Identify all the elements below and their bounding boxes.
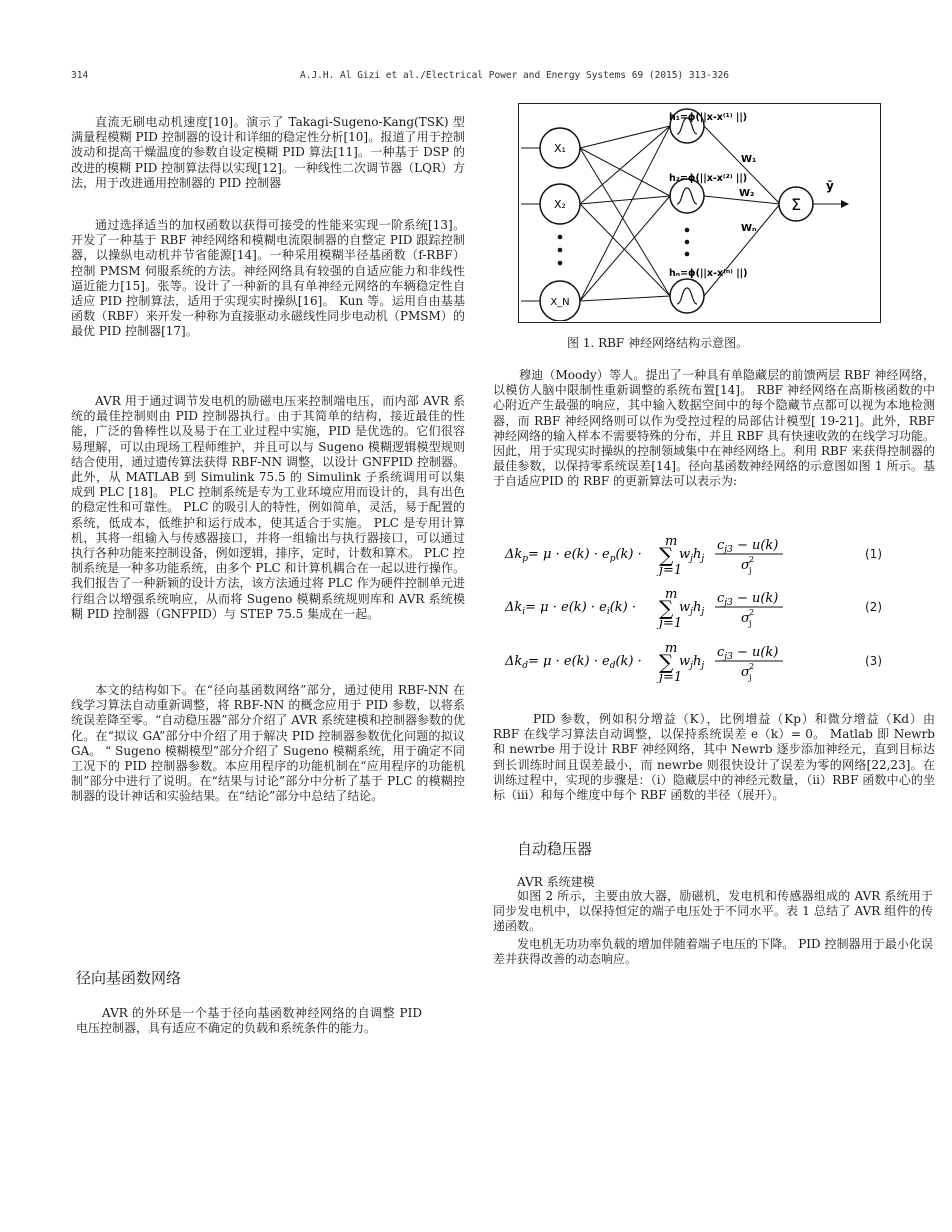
section-title-rbf: 径向基函数网络 — [76, 969, 182, 987]
input-ellipsis-dots — [558, 235, 563, 266]
equation-1-svg — [505, 534, 885, 576]
svg-text:σ: σ — [741, 611, 750, 626]
equation-3 — [505, 641, 885, 683]
svg-text:wjhj: $w_jh_j$ — [679, 654, 705, 671]
equation-3-svg — [505, 641, 885, 683]
left-paragraph-2 — [71, 218, 465, 340]
hidden-node-2 — [670, 179, 704, 213]
right-paragraph-rbf-text: 穆迪（Moody）等人。提出了一种具有单隐藏层的前馈两层 RBF 神经网络，以模仿人脑中限制性重新调整的系统布置[14]。 RBF 神经网络在高斯核函数的中心附近产生最强的响应，其中输入数据空间中的每个隐藏节点都可以视为本地检测器，而 RBF 神经网络则可以作为受控过程的局部估计模型[ 19-21]。此外，RBF 神经网络的输入样本不需要特殊的分布，并且 RBF 具有快速收敛的在线学习功能。因此，用于实现实时操纵的控制领域集中在神经网络上。利用 RBF 来获得控制器的最佳参数，以保持零系统误差[14]。径向基函数神经网络的示意图如图 1 所示。基于自适应PID 的 RBF 的更新算法可以表示为: — [493, 368, 935, 489]
left-paragraph-1-text: 直流无刷电动机速度[10]。演示了 Takagi-Sugeno-Kang(TSK) 型满量程模糊 PID 控制器的设计和详细的稳定性分析[10]。报道了用于控制波动和提高干燥温度的参数自设定模糊 PID 算法[11]。一种基于 DSP 的改进的模糊 PID 控制算法得以实现[12]。一种线性二次调节器（LQR）方法，用于改进通用控制器的 PID 控制器 — [71, 115, 465, 190]
equation-2-number: (2) — [865, 600, 882, 614]
svg-text:Δki= μ · e(k) · ei(k) ·: $\Delta k_i= \mu \cdot e(k) \cdot e_i(k)$ · — [505, 600, 637, 617]
hidden-label-1: h₁=ϕ(||x-x⁽¹⁾ ||) — [669, 112, 748, 123]
right-paragraph-avr-2-text: 发电机无功功率负载的增加伴随着端子电压的下降。 PID 控制器用于最小化误差并获得改善的动态响应。 — [493, 937, 933, 967]
left-paragraph-1 — [71, 115, 465, 191]
equation-1 — [505, 534, 885, 576]
right-paragraph-pid-text: PID 参数，例如积分增益（K），比例增益（Kp）和微分增益（Kd）由 RBF 在线学习算法自动调整，以保持系统误差 e（k）= 0。 Matlab 即 Newrb 和 newrbe 用于设计 RBF 神经网络，其中 Newrb 逐步添加神经元，直到目标达到长训练时间且误差最小，而 newrbe 则很快设计了误差为零的网络[22,23]。在训练过程中，实现的步骤是：（i）隐藏层中的神经元数量，（ii）RBF 函数中心的坐标（iii）和每个维度中每个 RBF 函数的半径（展开）。 — [493, 712, 935, 803]
left-paragraph-3 — [71, 394, 465, 622]
hidden-ellipsis-dots — [685, 228, 690, 257]
svg-text:cj3 − u(k): $c_{j3} - u(k)$ — [717, 591, 779, 608]
svg-text:wjhj: $w_jh_j$ — [679, 547, 705, 564]
equation-2 — [505, 587, 885, 629]
section-paragraph-rbf — [76, 1006, 422, 1036]
left-paragraph-2-text: 通过选择适当的加权函数以获得可接受的性能来实现一阶系统[13]。开发了一种基于 RBF 神经网络和模糊电流限制器的自整定 PID 跟踪控制器，以操纵电动机并节省能源[14]。一种采用模糊半径基函数（f-RBF）控制 PMSM 伺服系统的方法。神经网络具有较强的自适应能力和非线性逼近能力[15]。张等。设计了一种新的具有单神经元网络的车辆稳定性自适应 PID 控制算法，适用于实现实时操纵[16]。 Kun 等。运用自由基基函数（RBF）来开发一种称为直接驱动永磁线性同步电动机（PMSM）的最优 PID 控制器[17]。 — [71, 218, 465, 339]
svg-text:j=1: j=1 — [659, 616, 683, 629]
svg-text:wjhj: $w_jh_j$ — [679, 600, 705, 617]
svg-text:2: 2 — [749, 555, 755, 564]
right-paragraph-avr-2 — [493, 937, 933, 967]
page-number: 314 — [71, 70, 89, 81]
hidden-node-n — [670, 279, 704, 313]
hidden-label-n: hₙ=ϕ(||x-x⁽ⁿ⁾ ||) — [669, 268, 748, 279]
svg-text:m: m — [665, 641, 678, 656]
right-paragraph-avr-1-text: 如图 2 所示，主要由放大器，励磁机，发电机和传感器组成的 AVR 系统用于同步发电机中，以保持恒定的端子电压处于不同水平。表 1 总结了 AVR 组件的传递函数。 — [493, 889, 933, 934]
svg-text:∑: ∑ — [659, 543, 674, 567]
weight-label-1: W₁ — [741, 154, 757, 165]
svg-text:∑: ∑ — [659, 650, 674, 674]
svg-text:Δkd= μ · e(k) · ed(k) ·: $\Delta k_d= \mu \cdot e(k) \cdot e_d(k)$ · — [505, 654, 642, 671]
input-node-1 — [540, 128, 580, 168]
svg-text:j=1: j=1 — [659, 563, 683, 576]
figure-rbf-network — [518, 103, 881, 323]
svg-text:m: m — [665, 534, 678, 549]
subsection-title-avr-modeling: AVR 系统建模 — [517, 875, 595, 889]
input-node-2 — [540, 184, 580, 224]
equation-2-svg — [505, 587, 885, 629]
svg-text:j: j — [749, 566, 752, 575]
weight-label-2: W₂ — [739, 188, 755, 199]
figure-caption: 图 1. RBF 神经网络结构示意图。 — [567, 336, 749, 350]
svg-text:Δkp= μ · e(k) · ep(k) ·: $\Delta k_p= \mu \cdot e(k) \cdot e_p(k)$ · — [505, 547, 642, 564]
section-paragraph-rbf-text: AVR 的外环是一个基于径向基函数神经网络的自调整 PID 电压控制器，具有适应不确定的负载和系统条件的能力。 — [76, 1006, 422, 1036]
svg-text:j: j — [749, 619, 752, 628]
svg-text:j: j — [749, 673, 752, 682]
sum-node — [779, 187, 813, 221]
weight-label-n: Wₙ — [741, 223, 757, 234]
svg-text:∑: ∑ — [659, 596, 674, 620]
running-title: A.J.H. Al Gizi et al./Electrical Power and Energy Systems 69 (2015) 313-326 — [300, 70, 729, 81]
output-label: ȳ — [826, 179, 834, 193]
equation-1-number: (1) — [865, 547, 882, 561]
left-paragraph-4 — [71, 683, 465, 805]
section-title-avr: 自动稳压器 — [517, 840, 593, 858]
rbf-network-diagram — [519, 104, 879, 321]
svg-text:2: 2 — [749, 608, 755, 617]
svg-text:cj3 − u(k): $c_{j3} - u(k)$ — [717, 538, 779, 555]
left-paragraph-4-text: 本文的结构如下。在“径向基函数网络”部分，通过使用 RBF-NN 在线学习算法自动重新调整，将 RBF-NN 的概念应用于 PID 参数，以将系统误差降至零。“自动稳压器”部分介绍了 AVR 系统建模和控制器参数的优化。在“拟议 GA”部分中介绍了用于解决 PID 控制器参数优化问题的拟议 GA。 “ Sugeno 模糊模型”部分介绍了 Sugeno 模糊系统，用于确定不同工况下的 PID 控制器参数。本应用程序的功能机制在“应用程序的功能机制”部分中进行了说明。在“结果与讨论”部分中分析了基于 PLC 的模糊控制器的设计神话和实验结果。在“结论”部分中总结了结论。 — [71, 683, 465, 804]
right-paragraph-pid — [493, 712, 935, 803]
svg-text:cj3 − u(k): $c_{j3} - u(k)$ — [717, 645, 779, 662]
left-paragraph-3-text: AVR 用于通过调节发电机的励磁电压来控制端电压，而内部 AVR 系统的最佳控制则由 PID 控制器执行。由于其简单的结构，接近最佳的性能，广泛的鲁棒性以及易于在工业过程中实施，PID 是优选的。它们很容易理解，可以由现场工程师维护，并且可以与 Sugeno 模糊逻辑模型规则结合使用，通过遗传算法获得 RBF-NN 调整，以设计 GNFPID 控制器。此外，从 MATLAB 到 Simulink 75.5 的 Simulink 子系统调用可以集成到 PLC [18]。 PLC 控制系统是专为工业环境应用而设计的，具有出色的稳定性和可靠性。 PLC 的吸引人的特性，例如简单，灵活，易于配置的系统，低成本，低维护和运行成本，使其适合于实施。 PLC 是专用计算机，其将一组输入与传感器接口，并将一组输出与执行器接口，可以通过执行各种功能来控制设备，例如逻辑，排序，定时，计数和算术。 PLC 控制系统是一种多功能系统，由多个 PLC 和计算机耦合在一起以进行操作。我们报告了一种新颖的设计方法，该方法通过将 PLC 作为硬件控制单元进行组合以增强系统响应，从而将 Sugeno 模糊系统规则库和 AVR 系统模糊 PID 控制器（GNFPID）与 STEP 75.5 集成在一起。 — [71, 394, 465, 621]
svg-text:σ: σ — [741, 558, 750, 573]
svg-text:2: 2 — [749, 662, 755, 671]
right-paragraph-avr-1 — [493, 889, 933, 935]
input-label-n: X_N — [550, 297, 570, 308]
hidden-label-2: h₂=ϕ(||x-x⁽²⁾ ||) — [669, 173, 748, 184]
input-node-n — [540, 281, 580, 321]
svg-text:m: m — [665, 587, 678, 602]
sum-symbol: Σ — [790, 195, 802, 214]
equation-3-number: (3) — [865, 654, 882, 668]
svg-text:σ: σ — [741, 665, 750, 680]
input-label-2: X₂ — [554, 198, 566, 211]
input-label-1: X₁ — [554, 142, 566, 155]
right-paragraph-rbf — [493, 368, 935, 490]
svg-text:j=1: j=1 — [659, 670, 683, 683]
